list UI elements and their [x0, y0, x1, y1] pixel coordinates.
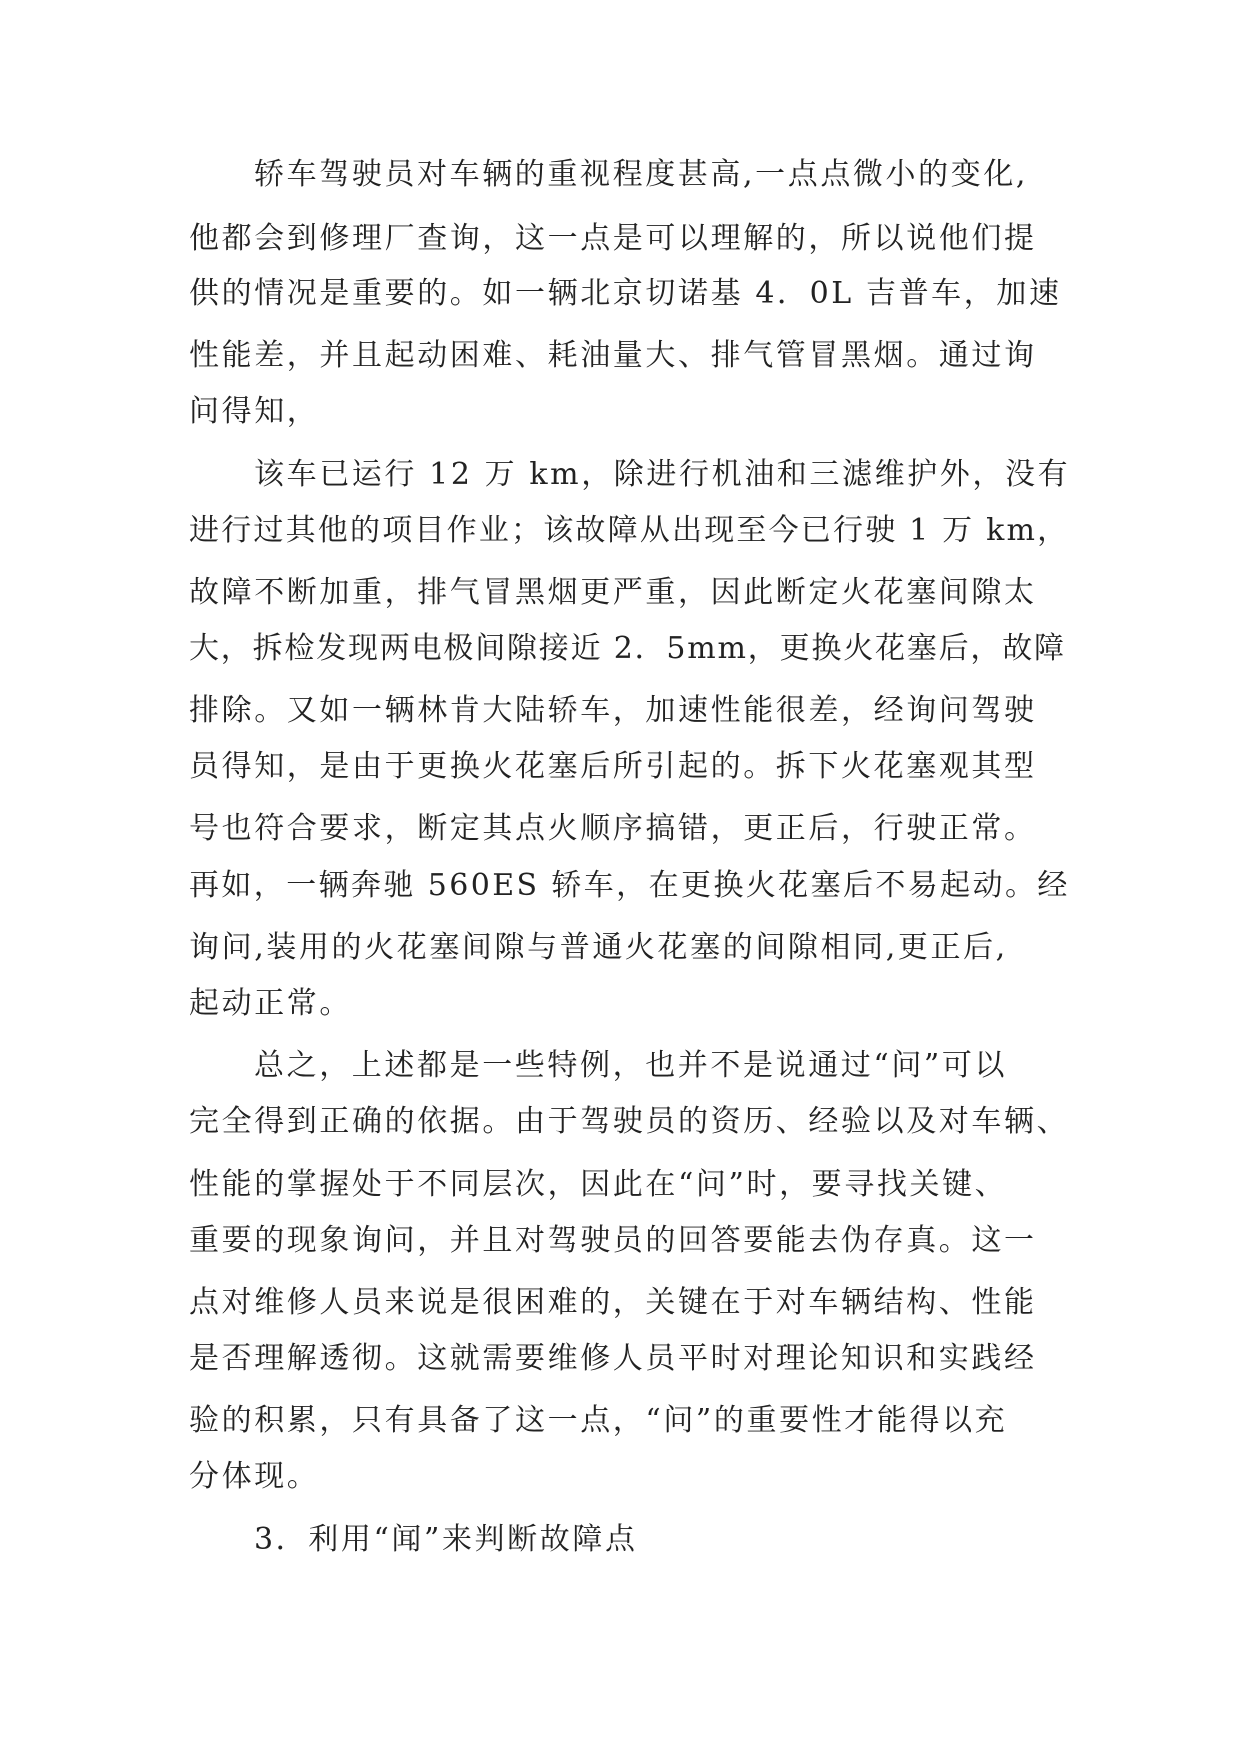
paragraph-3-line-6: 是否理解透彻。这就需要维修人员平时对理论知识和实践经	[189, 1341, 1037, 1376]
paragraph-2-line-2: 进行过其他的项目作业；该故障从出现至今已行驶 1 万 km，	[189, 513, 1070, 548]
paragraph-2-line-6: 员得知，是由于更换火花塞后所引起的。拆下火花塞观其型	[189, 749, 1037, 784]
section-heading: 3．利用“闻”来判断故障点	[254, 1522, 638, 1557]
paragraph-2-line-8: 再如，一辆奔驰 560ES 轿车，在更换火花塞后不易起动。经	[189, 868, 1070, 903]
paragraph-3-line-3: 性能的掌握处于不同层次，因此在“问”时，要寻找关键、	[189, 1167, 1008, 1202]
paragraph-1-line-5: 问得知，	[189, 394, 320, 429]
paragraph-3-line-2: 完全得到正确的依据。由于驾驶员的资历、经验以及对车辆、	[189, 1104, 1070, 1139]
paragraph-1-line-2: 他都会到修理厂查询，这一点是可以理解的，所以说他们提	[189, 221, 1037, 256]
paragraph-3-line-8: 分体现。	[189, 1459, 320, 1494]
paragraph-2-line-5: 排除。又如一辆林肯大陆轿车，加速性能很差，经询问驾驶	[189, 693, 1037, 728]
paragraph-3-line-5: 点对维修人员来说是很困难的，关键在于对车辆结构、性能	[189, 1285, 1037, 1320]
paragraph-2-line-10: 起动正常。	[189, 986, 352, 1021]
paragraph-1-line-3: 供的情况是重要的。如一辆北京切诺基 4．0L 吉普车，加速	[189, 276, 1062, 311]
paragraph-2-line-3: 故障不断加重，排气冒黑烟更严重，因此断定火花塞间隙太	[189, 575, 1037, 610]
paragraph-3-line-1: 总之，上述都是一些特例，也并不是说通过“问”可以	[254, 1048, 1008, 1083]
paragraph-1-line-1: 轿车驾驶员对车辆的重视程度甚高,一点点微小的变化,	[254, 157, 1029, 192]
paragraph-2-line-9: 询问,装用的火花塞间隙与普通火花塞的间隙相同,更正后,	[189, 930, 1008, 965]
paragraph-2-line-7: 号也符合要求，断定其点火顺序搞错，更正后，行驶正常。	[189, 811, 1037, 846]
paragraph-3-line-7: 验的积累，只有具备了这一点，“问”的重要性才能得以充	[189, 1403, 1008, 1438]
paragraph-2-line-4: 大，拆检发现两电极间隙接近 2．5mm，更换火花塞后，故障	[189, 631, 1066, 666]
paragraph-2-line-1: 该车已运行 12 万 km，除进行机油和三滤维护外，没有	[254, 457, 1071, 492]
paragraph-3-line-4: 重要的现象询问，并且对驾驶员的回答要能去伪存真。这一	[189, 1223, 1037, 1258]
paragraph-1-line-4: 性能差，并且起动困难、耗油量大、排气管冒黑烟。通过询	[189, 338, 1037, 373]
